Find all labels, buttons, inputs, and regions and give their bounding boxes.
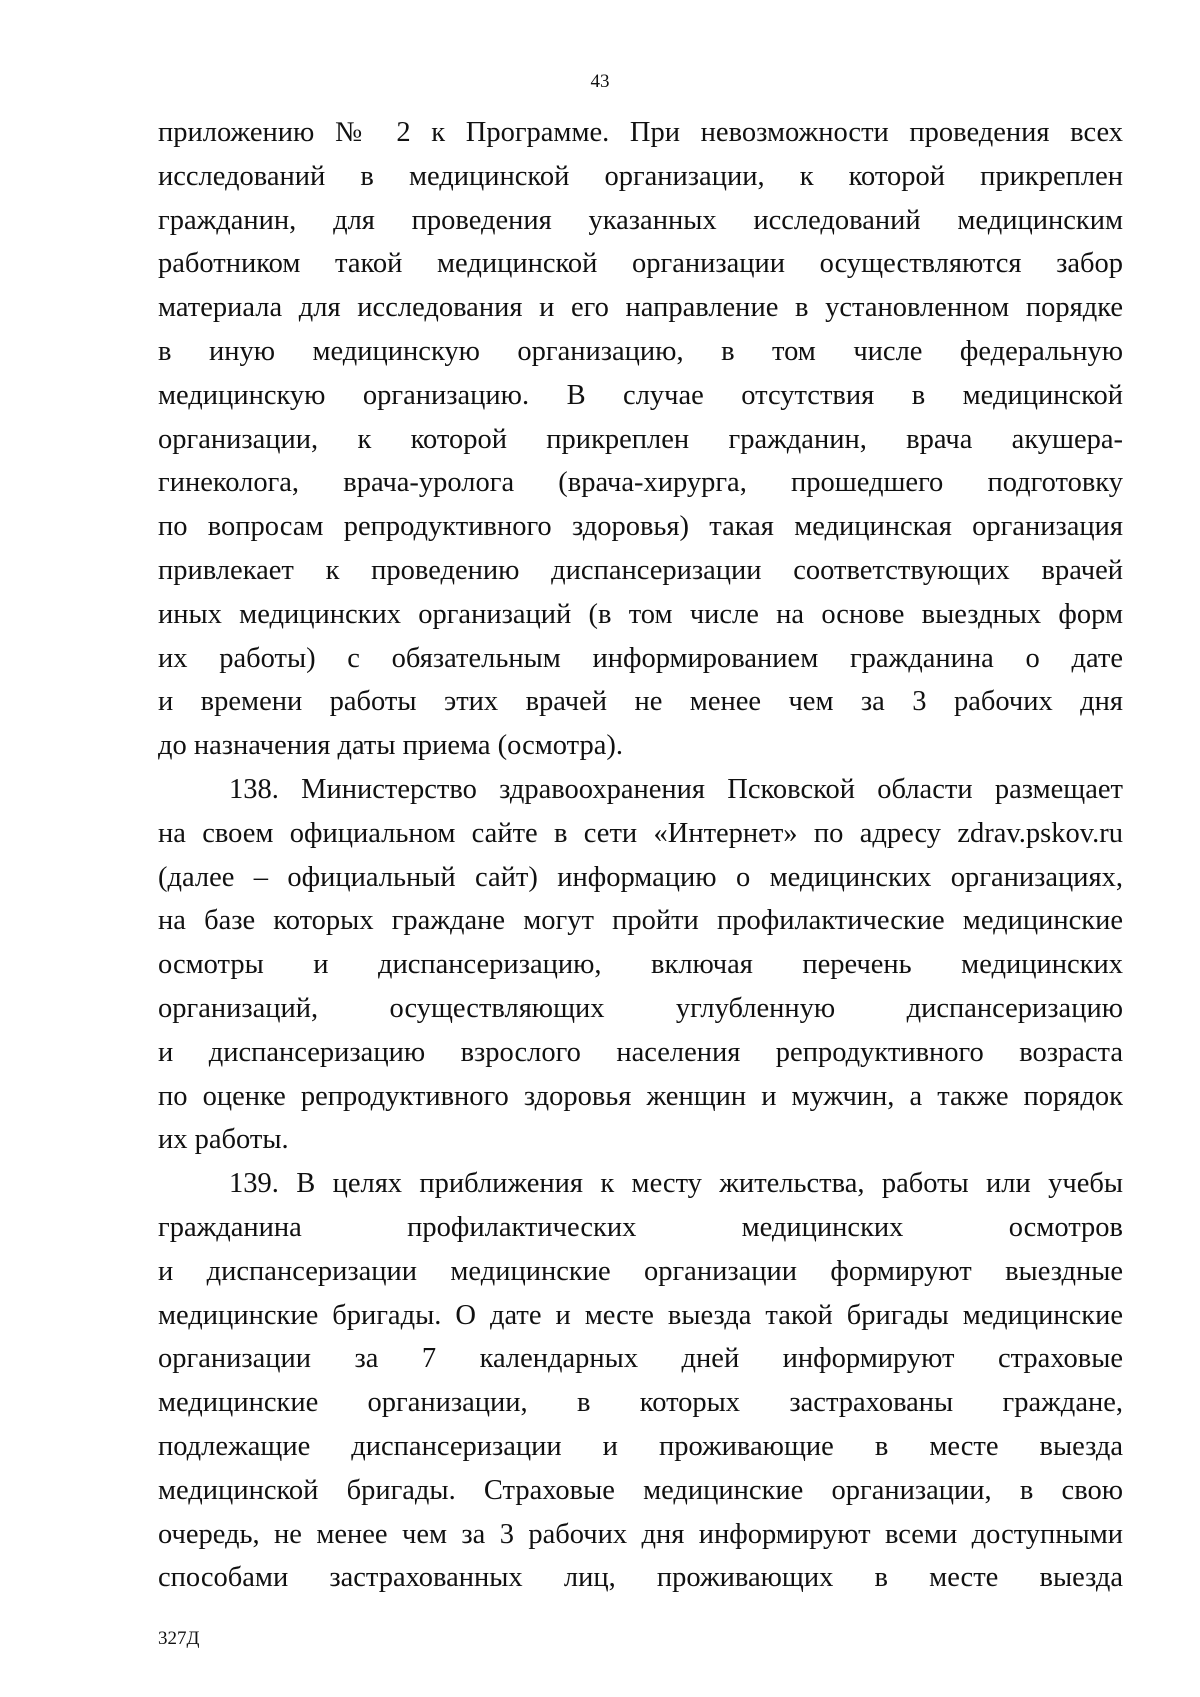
text-line: организации за 7 календарных дней информируют страховые: [158, 1343, 1123, 1375]
text-line: осмотры и диспансеризацию, включая перечень медицинских: [158, 949, 1123, 981]
paragraph-item-139: [158, 1162, 1123, 1600]
text-line: в иную медицинскую организацию, в том числе федеральную: [158, 335, 1123, 367]
text-line: 138. Министерство здравоохранения Псковской области размещает: [229, 773, 1123, 805]
document-body: [158, 111, 1123, 1600]
text-line: медицинские организации, в которых застрахованы граждане,: [158, 1387, 1123, 1419]
page-number: 43: [590, 71, 610, 92]
text-line: способами застрахованных лиц, проживающих в месте выезда: [158, 1562, 1123, 1594]
text-line: до назначения даты приема (осмотра).: [158, 730, 624, 762]
text-line: и диспансеризации медицинские организации формируют выездные: [158, 1255, 1123, 1287]
text-line: подлежащие диспансеризации и проживающие в месте выезда: [158, 1430, 1123, 1462]
text-line: материала для исследования и его направление в установленном порядке: [158, 292, 1123, 324]
text-line: по оценке репродуктивного здоровья женщин и мужчин, а также порядок: [158, 1080, 1123, 1112]
text-line: гинеколога, врача-уролога (врача-хирурга, прошедшего подготовку: [158, 467, 1123, 499]
text-line: приложению № 2 к Программе. При невозможности проведения всех: [158, 117, 1123, 148]
text-line: гражданина профилактических медицинских осмотров: [158, 1211, 1123, 1243]
text-line: гражданин, для проведения указанных исследований медицинским: [158, 204, 1123, 236]
text-line: иных медицинских организаций (в том числе на основе выездных форм: [158, 598, 1123, 630]
text-line: 139. В целях приближения к месту жительства, работы или учебы: [229, 1168, 1123, 1200]
text-line: очередь, не менее чем за 3 рабочих дня информируют всеми доступными: [158, 1518, 1123, 1550]
text-line: исследований в медицинской организации, к которой прикреплен: [158, 160, 1123, 192]
text-line: по вопросам репродуктивного здоровья) такая медицинская организация: [158, 511, 1123, 543]
paragraph-continuation: [158, 111, 1123, 768]
text-line: работником такой медицинской организации осуществляются забор: [158, 248, 1123, 280]
text-line: их работы.: [158, 1124, 289, 1156]
text-line: их работы) с обязательным информированием гражданина о дате: [158, 642, 1123, 674]
text-line: и диспансеризацию взрослого населения репродуктивного возраста: [158, 1036, 1123, 1068]
text-line: на базе которых граждане могут пройти профилактические медицинские: [158, 905, 1123, 937]
text-line: организаций, осуществляющих углубленную диспансеризацию: [158, 992, 1123, 1024]
document-code: 327Д: [158, 1628, 200, 1649]
paragraph-item-138: [158, 768, 1123, 1162]
text-line: медицинские бригады. О дате и месте выезда такой бригады медицинские: [158, 1299, 1123, 1331]
text-line: медицинской бригады. Страховые медицинские организации, в свою: [158, 1474, 1123, 1506]
text-line: и времени работы этих врачей не менее чем за 3 рабочих дня: [158, 686, 1123, 718]
text-line: медицинскую организацию. В случае отсутствия в медицинской: [158, 379, 1123, 411]
text-line: (далее – официальный сайт) информацию о медицинских организациях,: [158, 861, 1123, 893]
text-line: на своем официальном сайте в сети «Интернет» по адресу zdrav.pskov.ru: [158, 817, 1123, 849]
text-line: привлекает к проведению диспансеризации соответствующих врачей: [158, 554, 1123, 586]
text-line: организации, к которой прикреплен гражданин, врача акушера-: [158, 423, 1123, 455]
